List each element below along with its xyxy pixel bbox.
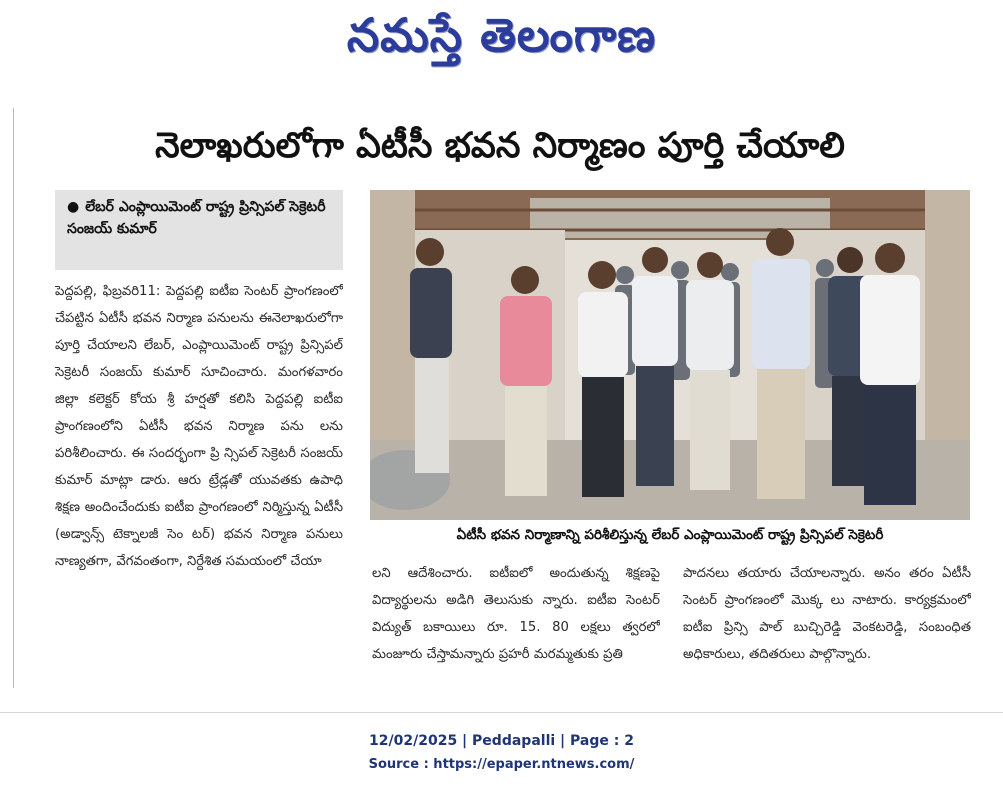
- article-column-1: [55, 278, 343, 704]
- article-headline: నెలాఖరులోగా ఏటీసీ భవన నిర్మాణం పూర్తి చేయాలి: [155, 126, 845, 166]
- column-3-text: పాదనలు తయారు చేయాలన్నారు. అనం తరం ఏటీసీ సెంటర్ ప్రాంగణంలో మొక్క లు నాటారు. కార్యక్రమంలో ఐటీఐ ప్రిన్సి పాల్ బుచ్చిరెడ్డి వెంకటరెడ్డి, సంబంధిత అధికారులు, తదితరులు పాల్గొన్నారు.: [683, 566, 971, 662]
- footer-date-line: 12/02/2025 | Peddapalli | Page : 2: [369, 733, 634, 749]
- column-2-text: లని ఆదేశించారు. ఐటీఐలో అందుతున్న శిక్షణపై విద్యార్థులను అడిగి తెలుసుకు న్నారు. ఐటీఐ సెంటర్ విద్యుత్ బకాయిలు రూ. 15. 80 లక్షలు త్వరలో మంజూరు చేస్తామన్నారు ప్రహరీ మరమ్మతుకు ప్రతి: [372, 566, 660, 662]
- newspaper-masthead: నమస్తే తెలంగాణ: [346, 8, 657, 62]
- article-column-3: [683, 560, 971, 700]
- article-column-2: [372, 560, 660, 700]
- news-photo: [370, 190, 970, 520]
- footer-source-link[interactable]: Source : https://epaper.ntnews.com/: [368, 757, 635, 772]
- news-photo-illustration: [370, 190, 970, 520]
- column-1-text: పెద్దపల్లి, ఫిబ్రవరి11: పెద్దపల్లి ఐటీఐ సెంటర్ ప్రాంగణంలో చేపట్టిన ఏటీసీ భవన నిర్మాణ పనులను ఈనెలాఖరులోగా పూర్తి చేయాలని లేబర్, ఎంప్లాయిమెంట్ రాష్ట్ర ప్రిన్సిపల్ సెక్రెటరీ సంజయ్ కుమార్ సూచించారు. మంగళవారం జిల్లా కలెక్టర్ కోయ శ్రీ హర్షతో కలిసి పెద్దపల్లి ఐటీఐ ప్రాంగణంలోని ఏటీసీ భవన నిర్మాణ పను లను పరిశీలించారు. ఈ సందర్భంగా ప్రి న్సిపల్ సెక్రెటరీ సంజయ్ కుమార్ మాట్లా డారు. ఆరు ట్రేడ్లతో యువతకు ఉపాధి శిక్షణ అందించేందుకు ఐటీఐ ప్రాంగణంలో నిర్మిస్తున్న ఏటీసీ (అడ్వాన్స్ టెక్నాలజీ సెం టర్) భవన నిర్మాణ పనులు నాణ్యతగా, వేగవంతంగా, నిర్దేశిత సమయంలో చేయా: [55, 284, 343, 569]
- bullet-icon: ●: [67, 199, 80, 215]
- subhead-text: లేబర్ ఎంప్లాయిమెంట్ రాష్ట్ర ప్రిన్సిపల్ సెక్రెటరీ సంజయ్ కుమార్: [67, 199, 326, 237]
- column-divider: [13, 108, 14, 688]
- footer-separator: [0, 712, 1003, 713]
- article-subhead: [55, 190, 343, 270]
- photo-caption: ఏటీసీ భవన నిర్మాణాన్ని పరిశీలిస్తున్న లేబర్ ఎంప్లాయిమెంట్ రాష్ట్ర ప్రిన్సిపల్ సెక్రెటరీ: [370, 520, 970, 550]
